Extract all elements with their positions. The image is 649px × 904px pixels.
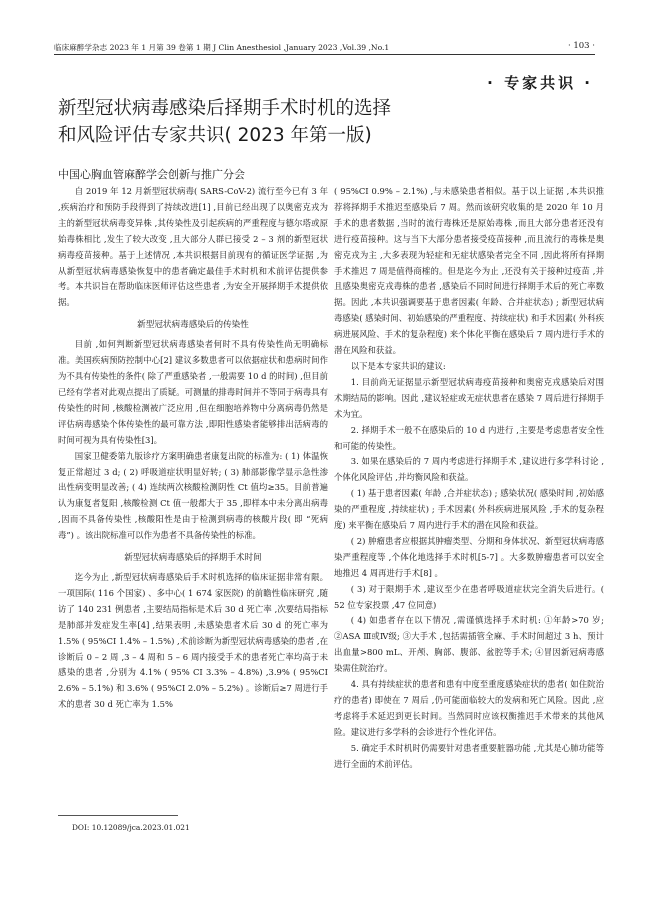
paragraph: 以下是本专家共识的建议: (350, 360, 446, 371)
running-header (54, 40, 595, 55)
footnote-rule (58, 815, 178, 816)
right-column (334, 184, 604, 773)
article-title (58, 95, 598, 149)
paragraph: 国家卫健委第九版诊疗方案明确患者康复出院的标准为: ( 1) 体温恢复正常超过 3 d; ( 2) 呼吸道症状明显好转; ( 3) 肺部影像学显示急性渗出性病变明显改善; ( 4) 连续两次核酸检测阴性 Ct 值均≥35。目前普遍认为康复者复阳 ,核酸检测 Ct 值一般都大于 35 ,即样本中未分离出病毒 ,因而不具备传染性 ,核酸阳性是由于检测到病毒的核酸片段( 即 “死病毒”) 。该出院标准可以作为患者不具备传染性的标准。 (58, 450, 328, 541)
section-tag: · 专家共识 · (487, 74, 593, 92)
left-column (58, 184, 328, 713)
recommendation-3-2: ( 2) 肿瘤患者应根据其肿瘤类型、分期和身体状况、新型冠状病毒感染严重程度等 ,个体化地选择手术时机[5-7] 。大多数肿瘤患者可以安全地推迟 4 周再进行手术[8] 。 (334, 535, 604, 578)
section-heading-surgery-timing: 新型冠状病毒感染后的择期手术时间 (124, 553, 262, 564)
recommendation-3: 3. 如果在感染后的 7 周内考虑进行择期手术 ,建议进行多学科讨论 ,个体化风险评估 ,并均衡风险和获益。 (334, 456, 604, 483)
doi: DOI: 10.12089/jca.2023.01.021 (72, 823, 190, 832)
recommendation-1: 1. 目前尚无证据显示新型冠状病毒疫苗接种和奥密克戎感染后对围术期结局的影响。因此 ,建议轻症或无症状患者在感染 7 周后进行择期手术为宜。 (334, 376, 604, 419)
section-heading-contagiousness: 新型冠状病毒感染后的传染性 (137, 320, 249, 331)
recommendation-2: 2. 择期手术一般不在感染后的 10 d 内进行 ,主要是考虑患者安全性和可能的传染性。 (334, 424, 604, 451)
paragraph: 迄今为止 ,新型冠状病毒感染后手术时机选择的临床证据非常有限。一项国际( 116 个国家) 、多中心( 1 674 家医院) 的前瞻性临床研究 ,随访了 140 231 例患者 ,主要结局指标是术后 30 d 死亡率 ,次要结局指标是肺部并发症发生率[4] ,结果表明 ,未感染患者术后 30 d 的死亡率为 1.5% ( 95%CI 1.4% – 1.5%) ,术前诊断为新型冠状病毒感染的患者 ,在诊断后 0 – 2 周 ,3 – 4 周和 5 – 6 周内接受手术的患者死亡率均高于未感染的患者 ,分别为 4.1% ( 95% CI 3.3% – 4.8%) ,3.9% ( 95%CI 2.6% – 5.1%) 和 3.6% ( 95%CI 2.0% – 5.2%) 。诊断后≥7 周进行手术的患者 30 d 死亡率为 1.5% (58, 572, 328, 710)
journal-info: 临床麻醉学杂志 2023 年 1 月第 39 卷第 1 期 J Clin Anesthesiol ,January 2023 ,Vol.39 ,No.1 (54, 43, 390, 52)
recommendation-4: 4. 具有持续症状的患者和患有中度至重度感染症状的患者( 如住院治疗的患者) 即使在 7 周后 ,仍可能面临较大的发病和死亡风险。因此 ,应考虑将手术延迟到更长时间。当然同时应该权衡推迟手术带来的其他风险。建议进行多学科的会诊进行个性化评估。 (334, 679, 604, 737)
paragraph: ( 95%CI 0.9% – 2.1%) ,与未感染患者相似。基于以上证据 ,本共识推荐将择期手术推迟至感染后 7 周。然而该研究收集的是 2020 年 10 月手术的患者数据 ,当时的流行毒株还是原始毒株 ,而且大部分患者还没有进行疫苗接种。这与当下大部分患者接受疫苗接种 ,而且流行的毒株是奥密克戎为主 ,大多表现为轻症和无症状感染者完全不同 ,因此将所有择期手术推迟 7 周是值得商榷的。但是迄今为止 ,还没有关于接种过疫苗 ,并且感染奥密克戎毒株的患者 ,感染后不同时间进行择期手术后的死亡率数据。因此 ,本共识强调要基于患者因素( 年龄、合并症状态) ; 新型冠状病毒感染( 感染时间、初始感染的严重程度、持续症状) 和手术因素( 外科疾病进展风险、手术的复杂程度) 来个体化平衡在感染后 7 周内进行手术的潜在风险和获益。 (334, 186, 604, 356)
intro-paragraph: 自 2019 年 12 月新型冠状病毒( SARS-CoV-2) 流行至今已有 3 年 ,疾病治疗和预防手段得到了持续改进[1] ,目前已经出现了以奥密克戎为主的新型冠状病毒变异株 ,其传染性及引起疾病的严重程度与德尔塔或原始毒株相比 ,发生了较大改变 ,且大部分人群已接受 2 – 3 剂的新型冠状病毒疫苗接种。基于上述情况 ,本共识根据目前现有的循证医学证据 ,为从新型冠状病毒感染恢复中的患者确定最佳手术时机和术前评估提供参考。本共识旨在帮助临床医师评估这些患者 ,为安全开展择期手术提供依据。 (58, 186, 328, 308)
recommendation-3-1: ( 1) 基于患者因素( 年龄 ,合并症状态) ; 感染状况( 感染时间 ,初始感染的严重程度 ,持续症状) ; 手术因素( 外科疾病进展风险 ,手术的复杂程度) 来平衡在感染后 7 周内进行手术的潜在风险和获益。 (334, 488, 604, 531)
recommendation-3-3: ( 3) 对于限期手术 ,建议至少在患者呼吸道症状完全消失后进行。( 52 位专家投票 ,47 位同意) (334, 583, 604, 610)
title-line-2: 和风险评估专家共识( 2023 年第一版) (58, 125, 372, 146)
recommendation-5: 5. 确定手术时机时仍需要针对患者重要脏器功能 ,尤其是心肺功能等进行全面的术前评估。 (334, 742, 604, 769)
paragraph: 目前 ,如何判断新型冠状病毒感染者何时不具有传染性尚无明确标准。美国疾病预防控制中心[2] 建议多数患者可以依据症状和患病时间作为不具有传染性的条件( 除了严重感染者 ,一般需要 10 d 的时间) ,但目前已经有学者对此观点提出了质疑。可测量的排毒时间并不等同于病毒具有传染性的时间 ,核酸检测被广泛应用 ,但在细胞培养物中分离病毒仍然是评估病毒感染个体传染性的最可靠方法 ,即阳性感染者能够排出活病毒的时间可视为具有传染性[3]。 (58, 339, 328, 445)
author-line: 中国心胸血管麻醉学会创新与推广分会 (58, 168, 245, 181)
page-number: · 103 · (567, 41, 595, 51)
recommendation-3-4: ( 4) 如患者存在以下情况 ,需谨慎选择手术时机: ①年龄>70 岁; ②ASA Ⅲ或Ⅳ级; ③大手术 ,包括需插管全麻、手术时间超过 3 h、预计出血量>800 mL、开颅、胸部、腹部、盆腔等手术; ④冒因新冠病毒感染需住院治疗。 (334, 615, 604, 674)
title-line-1: 新型冠状病毒感染后择期手术时机的选择 (58, 98, 392, 119)
